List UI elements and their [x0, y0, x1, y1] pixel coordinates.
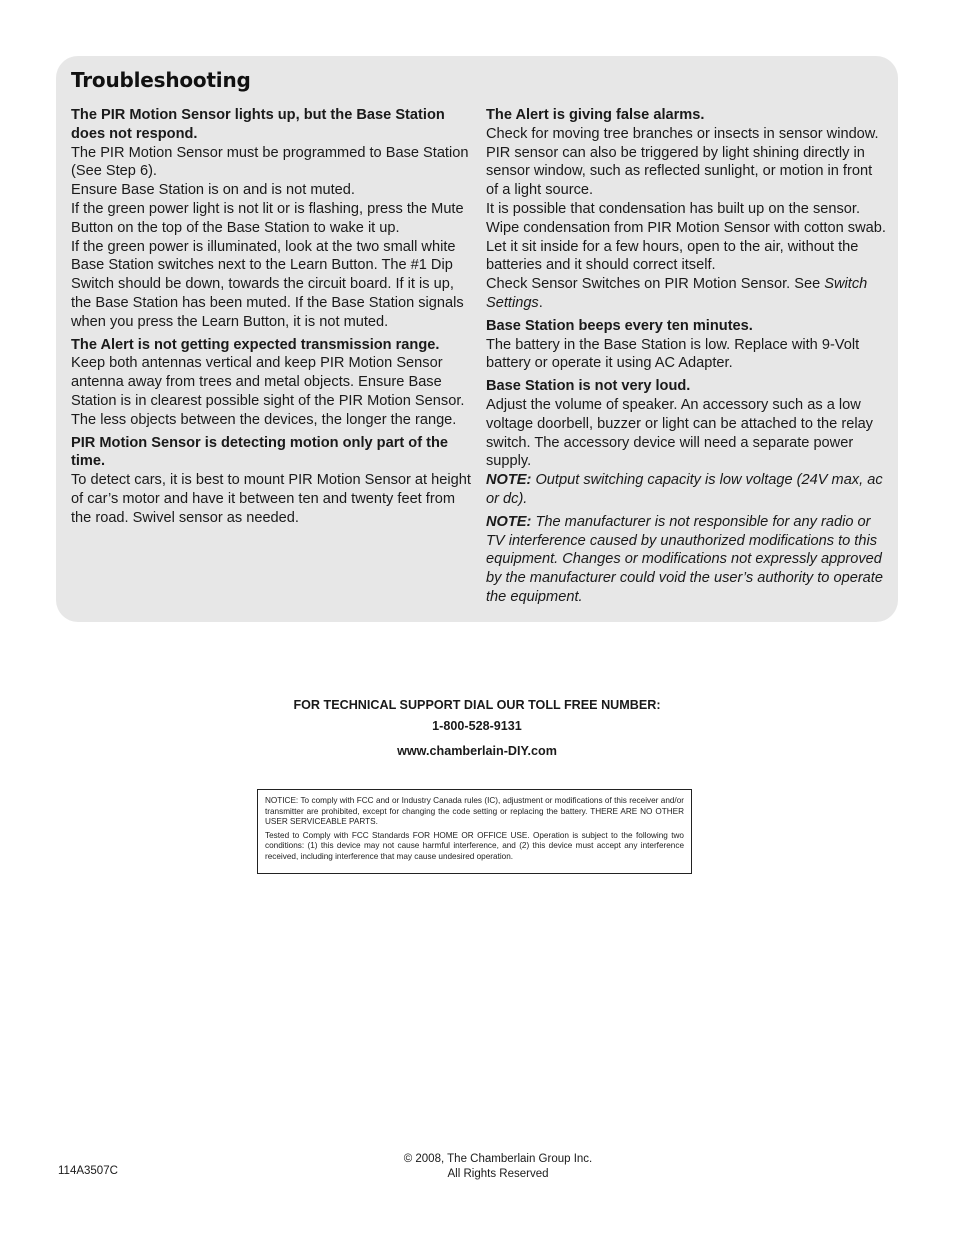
question-heading: PIR Motion Sensor is detecting motion only part of the time. [71, 434, 449, 470]
answer-text: If the green power light is not lit or is flashing, press the Mute Button on the top of the Base Station to wake it up. [71, 200, 464, 236]
answer-text: Check for moving tree branches or insects in sensor window. PIR sensor can also be triggered by light shining directly in sensor window, such as reflected sunlight, or motion in front of a light source. [486, 125, 879, 199]
question-heading: The Alert is giving false alarms. [486, 107, 705, 123]
notice-paragraph: NOTICE: To comply with FCC and or Industry Canada rules (IC), adjustment or modifications of this receiver and/or transmitter are prohibited, except for changing the code setting or replacing the battery. THERE ARE NO OTHER USER SERVICEABLE PARTS. [265, 796, 684, 827]
right-column [486, 106, 886, 611]
answer-text: Adjust the volume of speaker. An accessory such as a low voltage doorbell, buzzer or light can be attached to the relay switch. The accessory device will need a separate power supply. [486, 396, 873, 470]
document-code: 114A3507C [58, 1165, 118, 1177]
check-switches-text: Check Sensor Switches on PIR Motion Sensor. See [486, 276, 825, 293]
answer-text: The battery in the Base Station is low. Replace with 9-Volt battery or operate it using AC Adapter. [486, 336, 860, 372]
left-column [71, 106, 471, 532]
copyright-block [0, 1152, 954, 1181]
question-heading: Base Station beeps every ten minutes. [486, 317, 753, 334]
answer-text: It is possible that condensation has built up on the sensor. Wipe condensation from PIR Motion Sensor with cotton swab. Let it sit inside for a few hours, open to the air, without the batteries and it should correct itself. [486, 200, 886, 274]
rights-text: All Rights Reserved [447, 1167, 549, 1180]
switching-note [486, 471, 886, 509]
switch-settings-reference: Switch Settings [486, 276, 868, 311]
fcc-notice-box [257, 789, 692, 874]
note-label: NOTE: [486, 513, 532, 530]
copyright-text: © 2008, The Chamberlain Group Inc. [403, 1153, 593, 1165]
support-website: www.chamberlain-DIY.com [397, 744, 557, 758]
question-heading: Base Station is not very loud. [486, 378, 691, 395]
note-text: Output switching capacity is low voltage (24V max, ac or dc). [486, 472, 883, 507]
note-text: The manufacturer is not responsible for any radio or TV interference caused by unauthorized modifications to this equipment. Changes or modifications not expressly approved by the manufacturer could void the user’s authority to operate the equipment. [486, 513, 883, 605]
support-heading: FOR TECHNICAL SUPPORT DIAL OUR TOLL FREE NUMBER: [293, 698, 661, 712]
troubleshooting-item [71, 106, 471, 332]
note-label: NOTE: [486, 472, 532, 489]
question-heading: The PIR Motion Sensor lights up, but the Base Station does not respond. [71, 107, 445, 142]
liability-note [486, 513, 886, 607]
answer-text [486, 275, 886, 313]
troubleshooting-item [486, 377, 886, 509]
answer-text: If the green power is illuminated, look at the two small white Base Station switches next to the Learn Button. The #1 Dip Switch should be down, towards the circuit board. If it is up, the Base Station has been muted. If the Base Station signals when you press the Learn Button, it is not muted. [71, 238, 464, 330]
troubleshooting-item [486, 513, 886, 607]
period: . [538, 294, 543, 311]
answer-text: To detect cars, it is best to mount PIR Motion Sensor at height of car’s motor and have it between ten and twenty feet from the road. Swivel sensor as needed. [71, 472, 471, 526]
troubleshooting-item [71, 336, 471, 430]
answer-text: Keep both antennas vertical and keep PIR Motion Sensor antenna away from trees and metal objects. Ensure Base Station is in clearest possible sight of the PIR Motion Sensor. The less objects between the devices, the longer the range. [71, 355, 465, 428]
support-phone: 1-800-528-9131 [432, 719, 522, 733]
troubleshooting-item [486, 317, 886, 373]
troubleshooting-panel [56, 56, 898, 622]
troubleshooting-item [71, 434, 471, 528]
troubleshooting-item [486, 106, 886, 313]
section-title: Troubleshooting [71, 68, 251, 92]
notice-paragraph: Tested to Comply with FCC Standards FOR HOME OR OFFICE USE. Operation is subject to the following two conditions: (1) this device may not cause harmful interference, and (2) this device must accept any interference received, including interference that may cause undesired operation. [265, 830, 684, 861]
answer-text: The PIR Motion Sensor must be programmed to Base Station (See Step 6). [71, 144, 469, 180]
answer-text: Ensure Base Station is on and is not muted. [71, 182, 355, 199]
question-heading: The Alert is not getting expected transmission range. [71, 336, 440, 353]
